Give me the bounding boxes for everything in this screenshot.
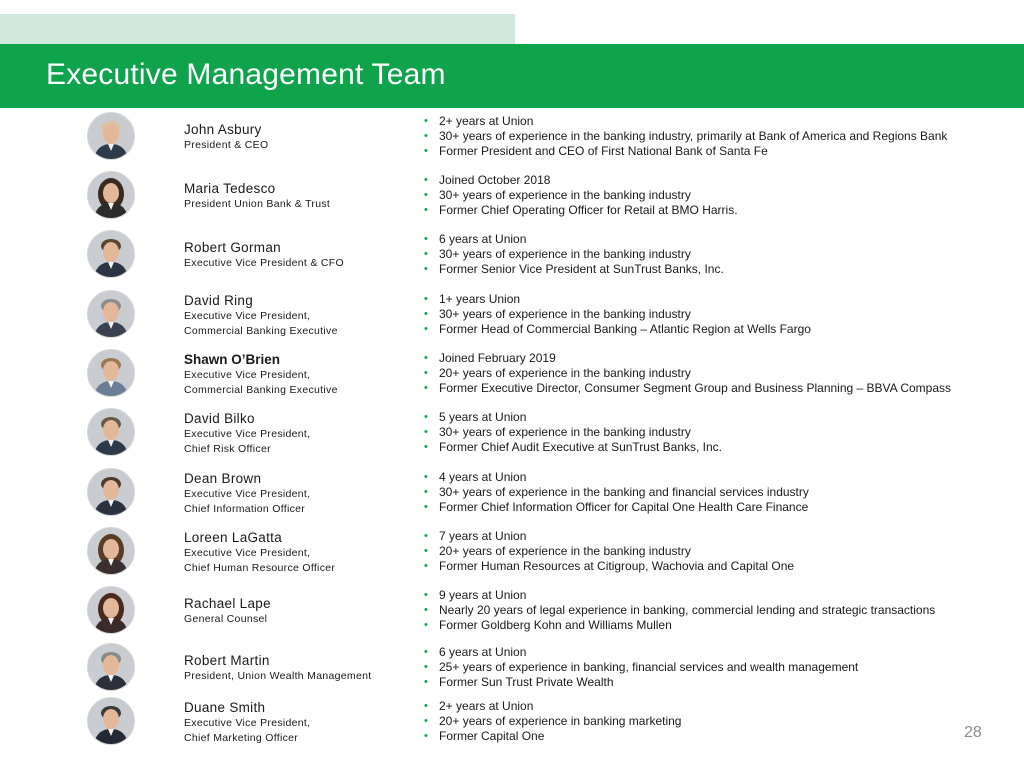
executive-photo [87,697,135,745]
bullet-item: • Former Head of Commercial Banking – Atlantic Region at Wells Fargo [424,322,811,337]
executive-role: Executive Vice President & CFO [184,257,344,269]
bullet-item: • 2+ years at Union [424,699,681,714]
executive-name: Robert Gorman [184,240,281,255]
executive-name: Robert Martin [184,653,270,668]
bullet-item: • Joined October 2018 [424,173,738,188]
executive-photo [87,643,135,691]
executive-role: Commercial Banking Executive [184,325,338,337]
executive-photo [87,171,135,219]
executive-name: Dean Brown [184,471,262,486]
bullet-item: • Former President and CEO of First National Bank of Santa Fe [424,144,947,159]
bullet-item: • 25+ years of experience in banking, financial services and wealth management [424,660,858,675]
executive-name: Rachael Lape [184,596,271,611]
executive-photo [87,527,135,575]
executive-role: President Union Bank & Trust [184,198,331,210]
executive-name: John Asbury [184,122,262,137]
bullet-item: • 20+ years of experience in the banking industry [424,366,951,381]
executive-photo [87,290,135,338]
executive-photo [87,349,135,397]
bullet-item: • 20+ years of experience in the banking industry [424,544,794,559]
executive-photo [87,112,135,160]
bullet-item: • 30+ years of experience in the banking industry [424,188,738,203]
executive-bullets [424,588,935,633]
executive-bullets [424,410,722,455]
executive-bullets [424,699,681,744]
bullet-item: • 30+ years of experience in the banking industry [424,247,724,262]
executive-role: Executive Vice President, [184,310,311,322]
executive-bullets [424,351,951,396]
executive-bullets [424,173,738,218]
executive-name: David Ring [184,293,254,308]
bullet-item: • Nearly 20 years of legal experience in banking, commercial lending and strategic transactions [424,603,935,618]
executive-photo [87,586,135,634]
bullet-item: • Former Chief Operating Officer for Retail at BMO Harris. [424,203,738,218]
bullet-item: • 30+ years of experience in the banking and financial services industry [424,485,809,500]
executive-role: Executive Vice President, [184,428,311,440]
executive-role: Executive Vice President, [184,369,311,381]
page-title: Executive Management Team [46,58,446,91]
executive-role: Chief Human Resource Officer [184,562,336,574]
executive-role: Executive Vice President, [184,547,311,559]
bullet-item: • Former Chief Audit Executive at SunTrust Banks, Inc. [424,440,722,455]
executive-photo [87,468,135,516]
executive-bullets [424,292,811,337]
page-number: 28 [964,724,982,741]
executive-role: Executive Vice President, [184,717,311,729]
executive-name: Shawn O’Brien [184,352,281,367]
top-accent-strip [0,14,515,44]
bullet-item: • Former Human Resources at Citigroup, Wachovia and Capital One [424,559,794,574]
executive-role: Executive Vice President, [184,488,311,500]
bullet-item: • 30+ years of experience in the banking industry, primarily at Bank of America and Regions Bank [424,129,947,144]
executive-photo [87,408,135,456]
bullet-item: • 7 years at Union [424,529,794,544]
executive-bullets [424,645,858,690]
executive-role: Commercial Banking Executive [184,384,338,396]
executive-bullets [424,114,947,159]
executive-name: David Bilko [184,411,255,426]
bullet-item: • 4 years at Union [424,470,809,485]
executive-role: Chief Marketing Officer [184,732,299,744]
executive-role: General Counsel [184,613,268,625]
bullet-item: • 30+ years of experience in the banking industry [424,307,811,322]
executive-photo [87,230,135,278]
bullet-item: • 2+ years at Union [424,114,947,129]
executive-name: Maria Tedesco [184,181,276,196]
bullet-item: • 6 years at Union [424,645,858,660]
executive-name: Loreen LaGatta [184,530,283,545]
bullet-item: • Former Chief Information Officer for Capital One Health Care Finance [424,500,809,515]
bullet-item: • 30+ years of experience in the banking industry [424,425,722,440]
bullet-item: • Joined February 2019 [424,351,951,366]
bullet-item: • 9 years at Union [424,588,935,603]
executive-bullets [424,232,724,277]
bullet-item: • Former Goldberg Kohn and Williams Mullen [424,618,935,633]
executive-role: Chief Risk Officer [184,443,271,455]
bullet-item: • 5 years at Union [424,410,722,425]
bullet-item: • Former Sun Trust Private Wealth [424,675,858,690]
executive-role: Chief Information Officer [184,503,306,515]
executive-name: Duane Smith [184,700,266,715]
executive-bullets [424,529,794,574]
executive-role: President, Union Wealth Management [184,670,372,682]
bullet-item: • 20+ years of experience in banking marketing [424,714,681,729]
bullet-item: • 6 years at Union [424,232,724,247]
bullet-item: • Former Capital One [424,729,681,744]
bullet-item: • 1+ years Union [424,292,811,307]
bullet-item: • Former Senior Vice President at SunTrust Banks, Inc. [424,262,724,277]
executive-bullets [424,470,809,515]
bullet-item: • Former Executive Director, Consumer Segment Group and Business Planning – BBVA Compass [424,381,951,396]
executive-role: President & CEO [184,139,269,151]
